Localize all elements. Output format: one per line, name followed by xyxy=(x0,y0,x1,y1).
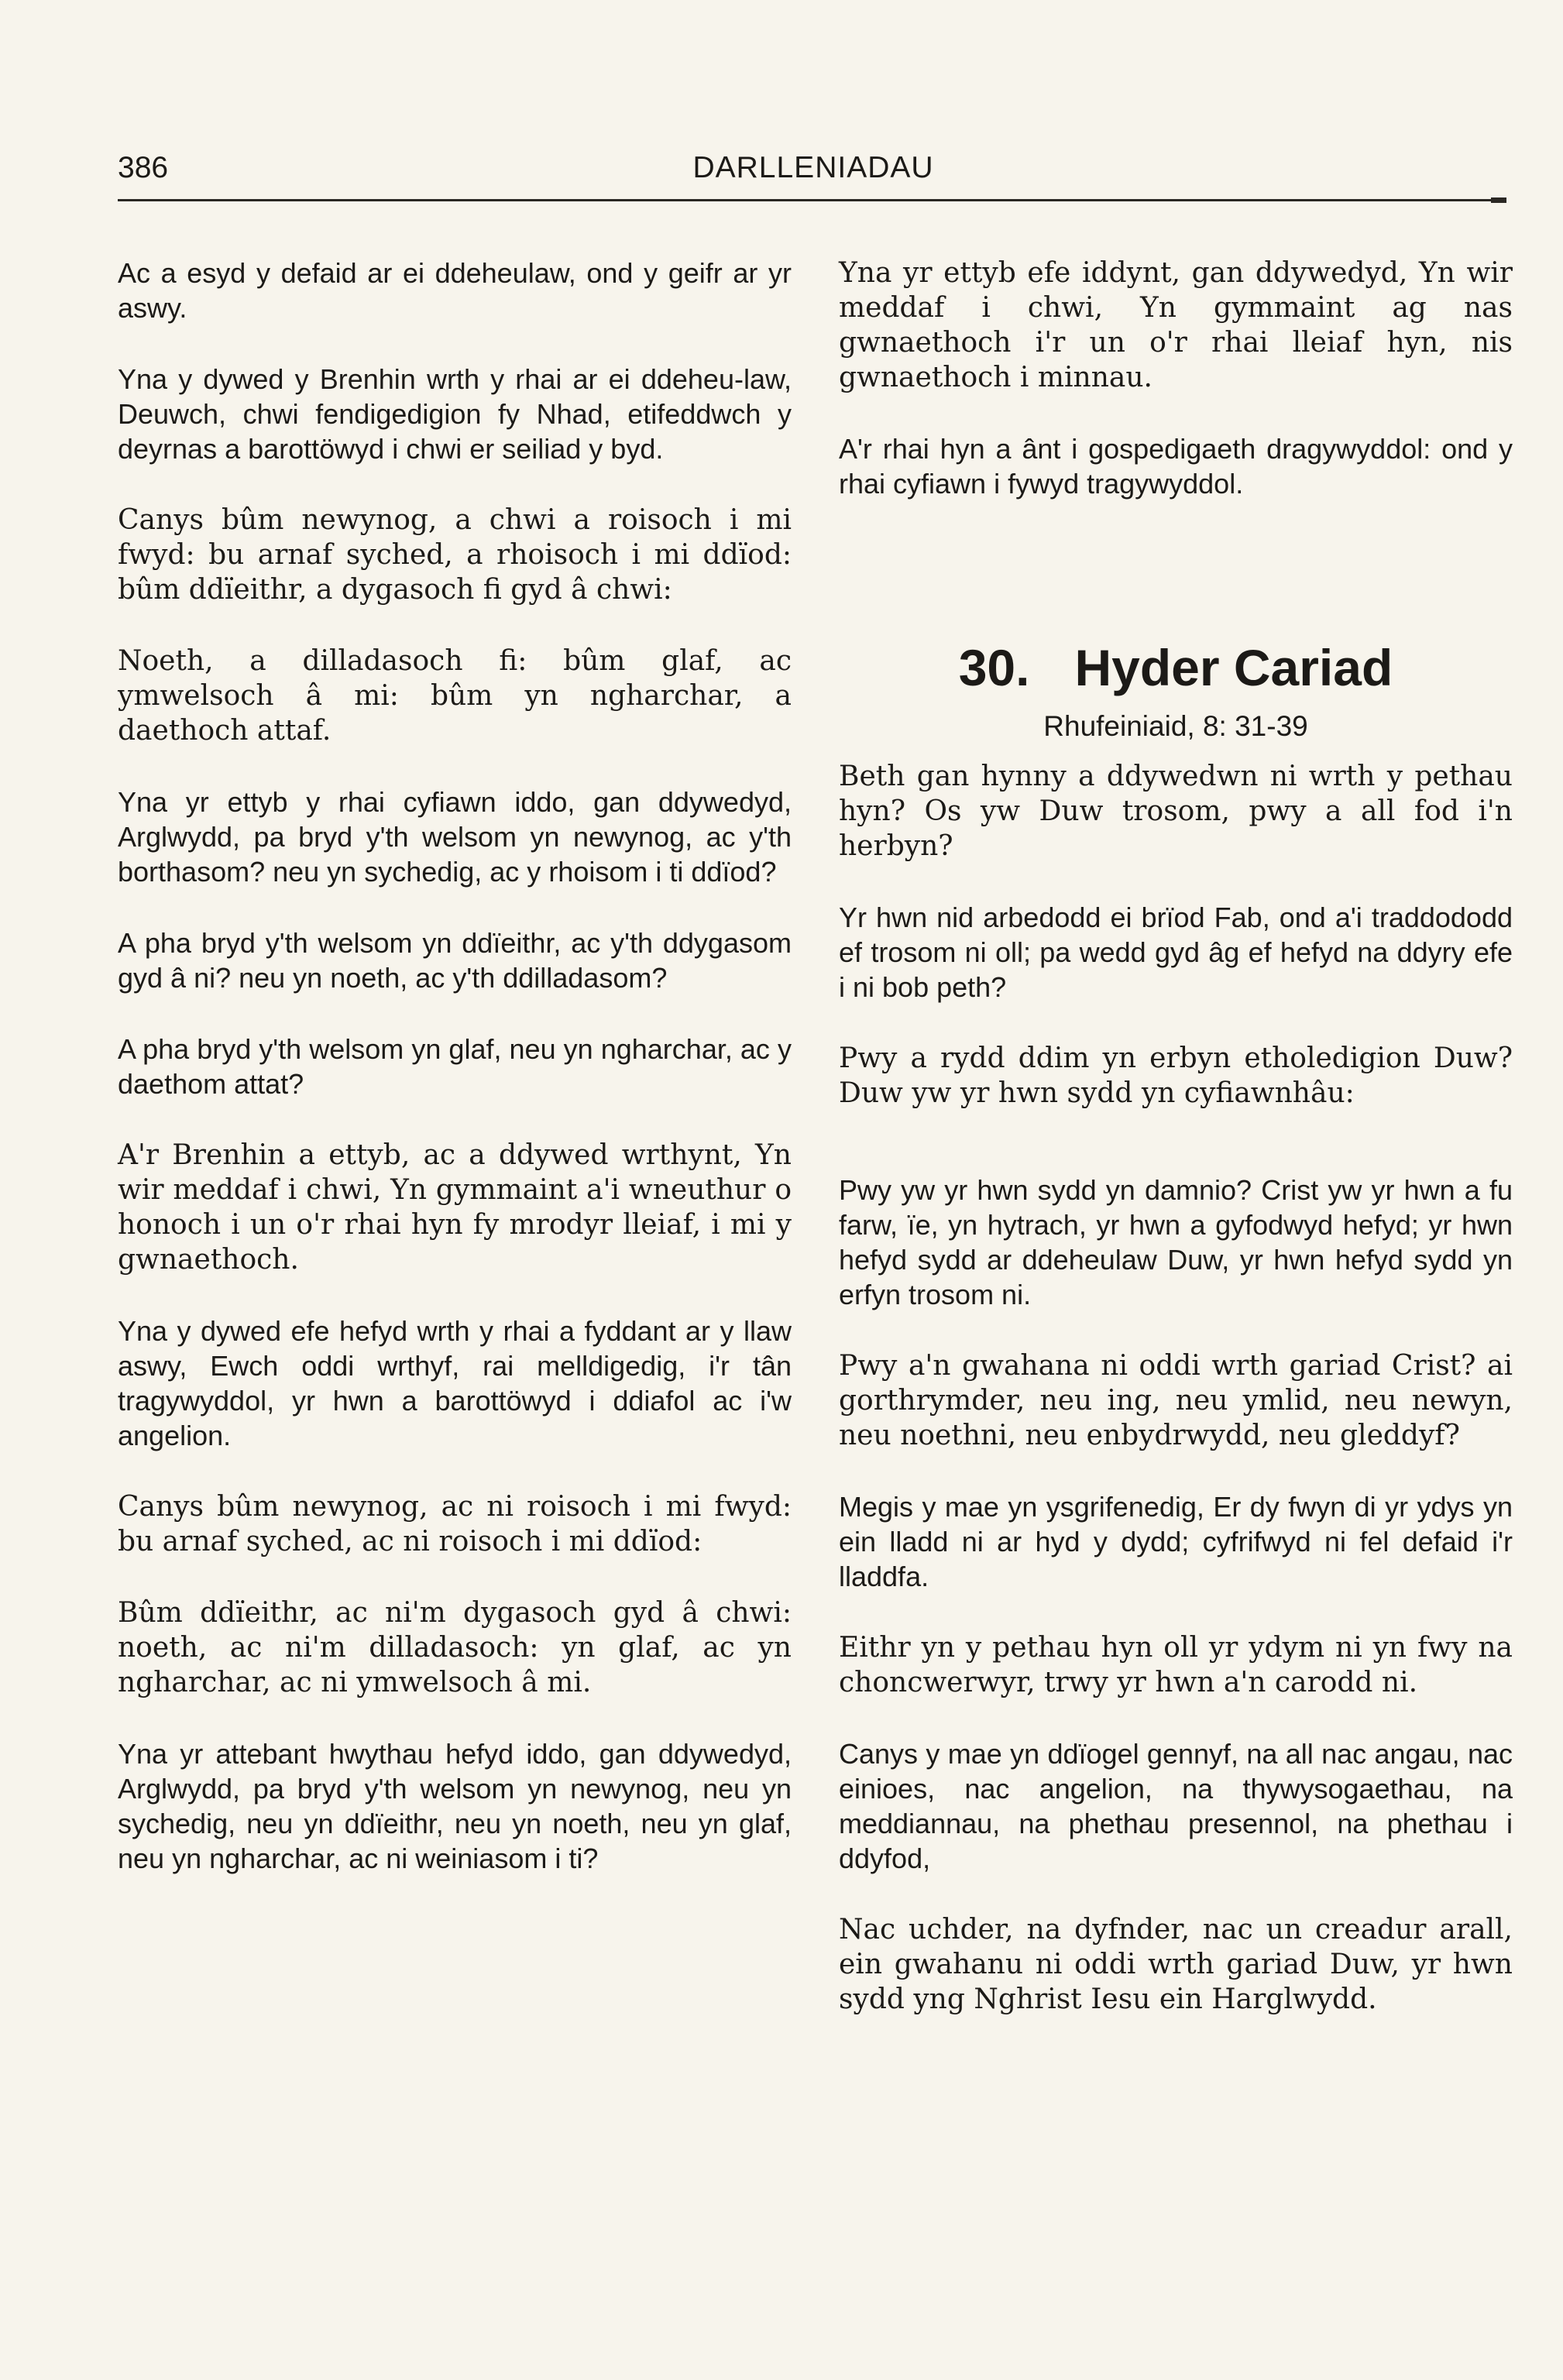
page-number: 386 xyxy=(118,151,169,184)
verse-paragraph: Yna y dywed efe hefyd wrth y rhai a fyddant ar y llaw aswy, Ewch oddi wrthyf, rai melldigedig, i'r tân tragywyddol, yr hwn a barottöwyd i ddiafol ac i'w angelion. xyxy=(118,1315,792,1451)
verse-paragraph: A pha bryd y'th welsom yn ddïeithr, ac y'th ddygasom gyd â ni? neu yn noeth, ac y'th ddilladasom? xyxy=(118,927,792,994)
verse-paragraph: Beth gan hynny a ddywedwn ni wrth y pethau hyn? Os yw Duw trosom, pwy a all fod i'n herbyn? xyxy=(839,761,1513,862)
verse-paragraph: Megis y mae yn ysgrifenedig, Er dy fwyn di yr ydys yn ein lladd ni ar hyd y dydd; cyfrifwyd ni fel defaid i'r lladdfa. xyxy=(839,1491,1513,1592)
verse-paragraph: Nac uchder, na dyfnder, nac un creadur arall, ein gwahanu ni oddi wrth gariad Duw, yr hwn sydd yng Nghrist Iesu ein Harglwydd. xyxy=(839,1914,1513,2015)
verse-paragraph: Yna yr attebant hwythau hefyd iddo, gan ddywedyd, Arglwydd, pa bryd y'th welsom yn newynog, neu yn sychedig, neu yn ddïeithr, neu yn noeth, neu yn glaf, neu yn ngharchar, ac ni weiniasom i ti? xyxy=(118,1738,792,1874)
verse-paragraph: A'r Brenhin a ettyb, ac a ddywed wrthynt, Yn wir meddaf i chwi, Yn gymmaint a'i wneuthur o honoch i un o'r rhai hyn fy mrodyr lleiaf, i mi y gwnaethoch. xyxy=(118,1139,792,1276)
header-rule-end xyxy=(1491,197,1506,203)
section-heading xyxy=(839,637,1513,699)
verse-paragraph: Yna y dywed y Brenhin wrth y rhai ar ei ddeheu-law, Deuwch, chwi fendigedigion fy Nhad, etifeddwch y deyrnas a barottöwyd i chwi er seiliad y byd. xyxy=(118,363,792,465)
left-column xyxy=(118,256,792,1876)
verse-paragraph: Yna yr ettyb efe iddynt, gan ddywedyd, Yn wir meddaf i chwi, Yn gymmaint ag nas gwnaethoch i'r un o'r rhai lleiaf hyn, nis gwnaethoch i minnau. xyxy=(839,257,1513,393)
right-column xyxy=(839,256,1513,2017)
verse-paragraph: Pwy a'n gwahana ni oddi wrth gariad Crist? ai gorthrymder, neu ing, neu ymlid, neu newyn, neu noethni, neu enbydrwydd, neu gleddyf? xyxy=(839,1350,1513,1451)
verse-paragraph: Yna yr ettyb y rhai cyfiawn iddo, gan ddywedyd, Arglwydd, pa bryd y'th welsom yn newynog, ac y'th borthasom? neu yn sychedig, ac y rhoisom i ti ddïod? xyxy=(118,786,792,888)
verse-paragraph: Pwy yw yr hwn sydd yn damnio? Crist yw yr hwn a fu farw, ïe, yn hytrach, yr hwn a gyfodwyd hefyd; yr hwn hefyd sydd ar ddeheulaw Duw, yr hwn hefyd sydd yn erfyn trosom ni. xyxy=(839,1174,1513,1310)
verse-paragraph: Bûm ddïeithr, ac ni'm dygasoch gyd â chwi: noeth, ac ni'm dilladasoch: yn glaf, ac yn ngharchar, ac ni ymwelsoch â mi. xyxy=(118,1597,792,1698)
running-title: DARLLENIADAU xyxy=(692,151,934,184)
header-rule xyxy=(118,199,1504,201)
verse-paragraph: Canys bûm newynog, a chwi a roisoch i mi fwyd: bu arnaf syched, a rhoisoch i mi ddïod: bûm ddïeithr, a dygasoch fi gyd â chwi: xyxy=(118,504,792,606)
scripture-reference: Rhufeiniaid, 8: 31-39 xyxy=(1043,710,1308,742)
verse-paragraph: Eithr yn y pethau hyn oll yr ydym ni yn fwy na choncwerwyr, trwy yr hwn a'n carodd ni. xyxy=(839,1632,1513,1698)
verse-paragraph: Pwy a rydd ddim yn erbyn etholedigion Duw? Duw yw yr hwn sydd yn cyfiawnhâu: xyxy=(839,1042,1513,1109)
verse-paragraph: Noeth, a dilladasoch fi: bûm glaf, ac ymwelsoch â mi: bûm yn ngharchar, a daethoch attaf. xyxy=(118,645,792,747)
verse-paragraph: A pha bryd y'th welsom yn glaf, neu yn ngharchar, ac y daethom attat? xyxy=(118,1033,792,1100)
verse-paragraph: A'r rhai hyn a ânt i gospedigaeth dragywyddol: ond y rhai cyfiawn i fywyd tragywyddol. xyxy=(839,433,1513,500)
page-header xyxy=(118,151,1509,190)
section-title: Hyder Cariad xyxy=(1074,639,1393,696)
verse-paragraph: Yr hwn nid arbedodd ei brïod Fab, ond a'i traddododd ef trosom ni oll; pa wedd gyd âg ef hefyd na ddyry efe i ni bob peth? xyxy=(839,902,1513,1003)
section-number: 30. xyxy=(958,639,1030,696)
verse-paragraph: Canys bûm newynog, ac ni roisoch i mi fwyd: bu arnaf syched, ac ni roisoch i mi ddïod: xyxy=(118,1491,792,1557)
verse-paragraph: Canys y mae yn ddïogel gennyf, na all nac angau, nac einioes, nac angelion, na thywysogaethau, na meddiannau, na phethau presennol, na phethau i ddyfod, xyxy=(839,1738,1513,1874)
verse-paragraph: Ac a esyd y defaid ar ei ddeheulaw, ond y geifr ar yr aswy. xyxy=(118,257,792,324)
